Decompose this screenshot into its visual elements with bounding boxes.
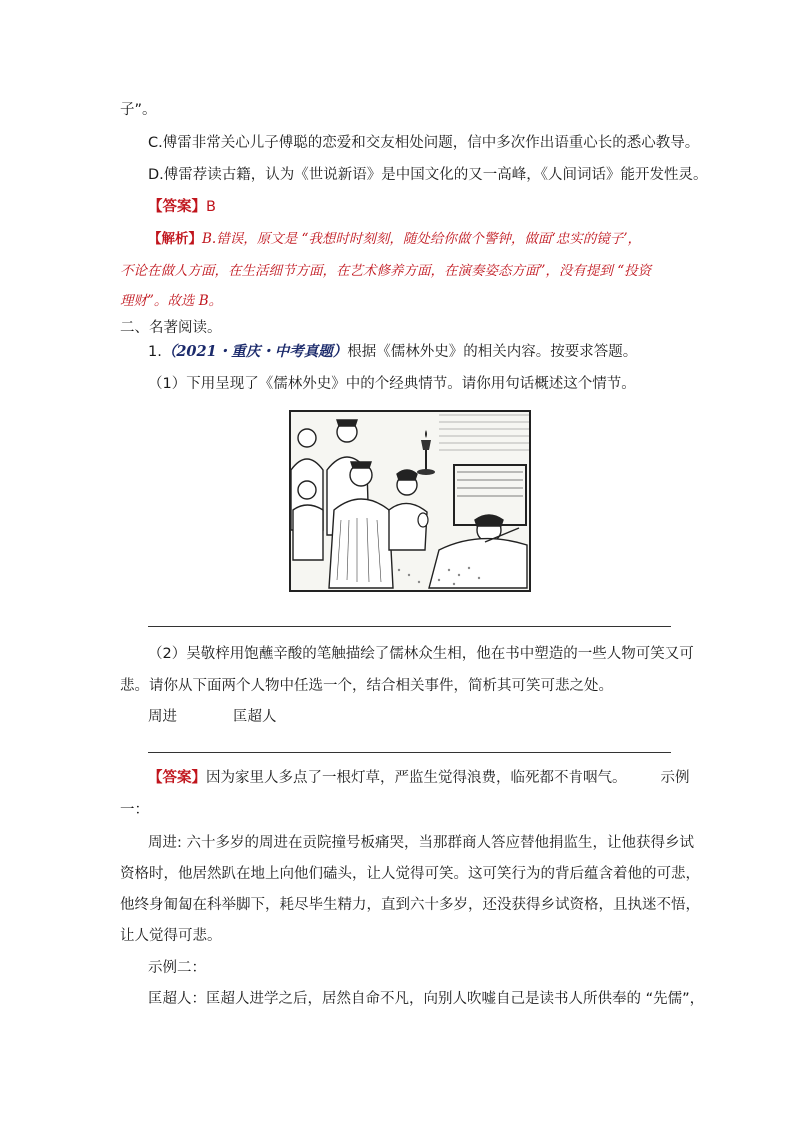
question-source: （2021・重庆・中考真题）: [161, 343, 348, 360]
answer-blank-line: [148, 752, 671, 753]
zhou-jin-line-3: 他终身匍匐在科举脚下，耗尽毕生精力，直到六十多岁，还没获得乡试资格，且执迷不悟，: [120, 897, 700, 913]
sub-question-1: （1）下用呈现了《儒林外史》中的个经典情节。请你用句话概述这个情节。: [148, 376, 636, 392]
text-line: 子”。: [120, 102, 157, 118]
question-1: [148, 342, 637, 362]
answer-value: B: [206, 199, 216, 215]
zhou-jin-line-2: 资格时，他居然趴在地上向他们磕头，让人觉得可笑。这可笑行为的背后蕴含着他的可悲，: [120, 866, 700, 882]
sub-question-2-line-2: 悲。请你从下面两个人物中任选一个，结合相关事件，简析其可笑可悲之处。: [120, 678, 613, 694]
illustration-frame: [289, 410, 531, 592]
option-c: C.傅雷非常关心儿子傅聪的恋爱和交友相处问题，信中多次作出语重心长的悉心教导。: [148, 135, 700, 151]
kuang-chaoren-line-1: 匡超人：匡超人进学之后，居然自命不凡，向别人吹嘘自己是读书人所供奉的 “先儒”，: [148, 991, 705, 1007]
example-label: 示例: [660, 770, 690, 786]
scholars-gathered-around-deathbed-illustration: [289, 410, 531, 592]
analysis-line-3: 理财”。故选 B。: [120, 293, 223, 309]
character-options: [148, 707, 277, 727]
answer-blank-line: [148, 626, 671, 627]
answer-text: 因为家里人多点了一根灯草，严监生觉得浪费，临死都不肯咽气。: [206, 770, 627, 786]
answer-tag: 【答案】: [148, 199, 206, 215]
zhou-jin-line-1: 周进: 六十多岁的周进在贡院撞号板痛哭，当那群商人答应替他捐监生，让他获得乡试: [148, 835, 694, 851]
sub-question-2-line-1: （2）吴敬梓用饱蘸辛酸的笔触描绘了儒林众生相，他在书中塑造的一些人物可笑又可: [148, 646, 694, 662]
answer-2: [148, 768, 690, 788]
question-number: 1.: [148, 344, 162, 360]
zhou-jin-line-4: 让人觉得可悲。: [120, 928, 222, 944]
example-suffix: 一：: [120, 802, 149, 818]
example-2-label: 示例二：: [148, 960, 206, 976]
analysis-text: B.错误，原文是 “我想时时刻刻，随处给你做个警钟，做面‘忠实的镜子’，: [202, 231, 641, 247]
analysis-line-1: [148, 229, 641, 249]
option-kuang-chaoren: 匡超人: [233, 709, 277, 725]
analysis-line-2: 不论在做人方面，在生活细节方面，在艺术修养方面，在演奏姿态方面”，没有提到 “投资: [120, 263, 652, 279]
question-prompt: 根据《儒林外史》的相关内容。按要求答题。: [347, 344, 638, 360]
answer-block: [148, 197, 216, 217]
option-zhou-jin: 周进: [148, 709, 177, 725]
answer-tag: 【答案】: [148, 770, 206, 786]
option-d: D.傅雷荐读古籍，认为《世说新语》是中国文化的又一高峰，《人间词话》能开发性灵。: [148, 167, 708, 183]
analysis-tag: 【解析】: [148, 231, 202, 247]
section-title: 二、名著阅读。: [120, 320, 222, 336]
